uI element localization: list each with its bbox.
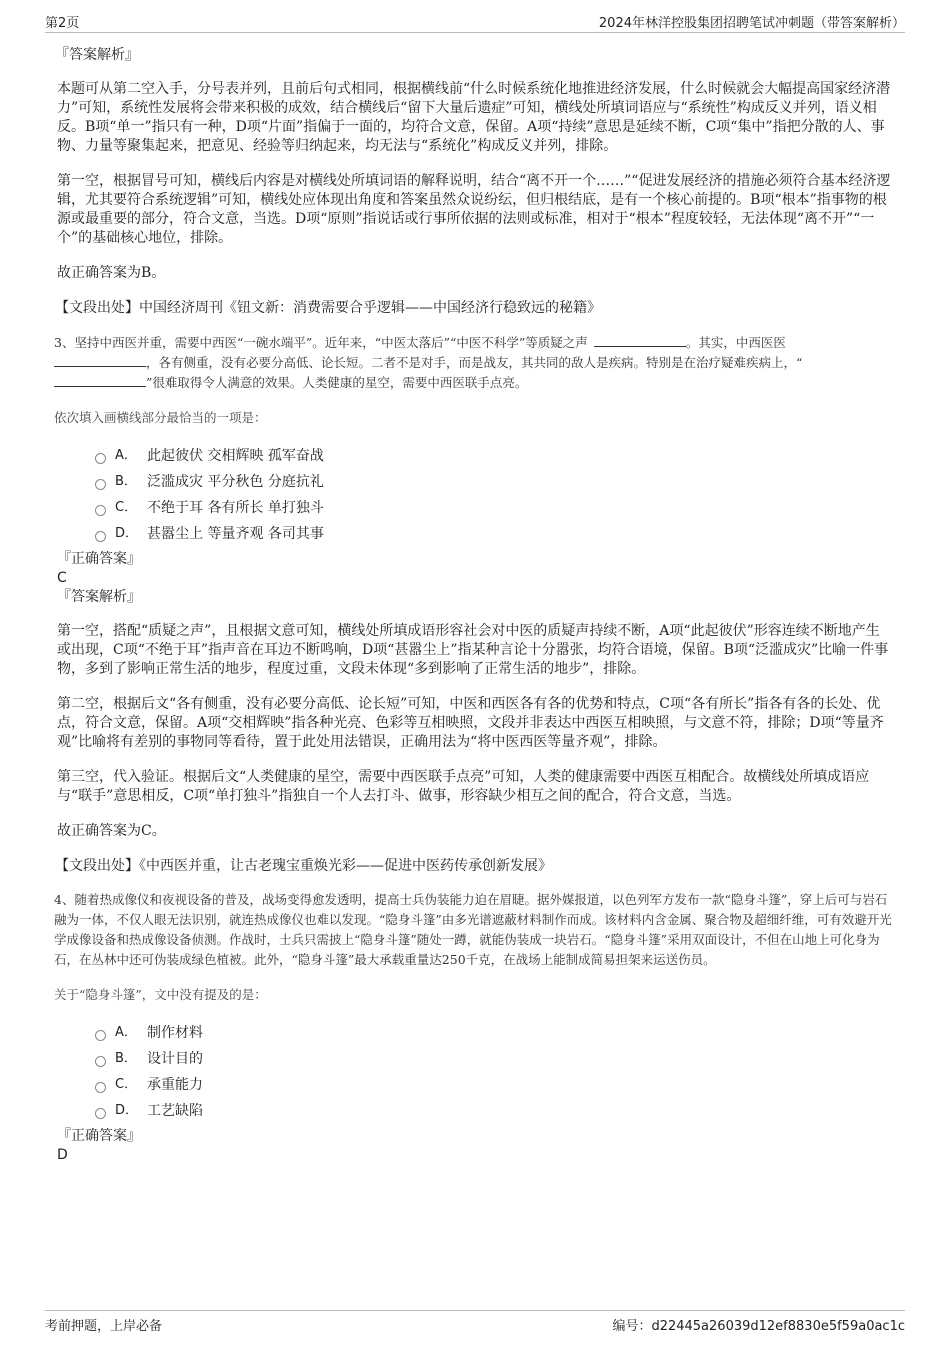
q4-answer-heading: 『正确答案』 bbox=[57, 1128, 141, 1144]
q3-blank-2 bbox=[54, 354, 146, 367]
q3-blank-3 bbox=[54, 374, 146, 387]
q2-final-answer: 故正确答案为B。 bbox=[57, 265, 166, 281]
q3-answer: C bbox=[57, 570, 67, 586]
q3-option-a[interactable]: A． 此起彼伏 交相辉映 孤军奋战 bbox=[95, 443, 893, 469]
radio-icon[interactable] bbox=[95, 479, 106, 490]
q3-option-d[interactable]: D． 甚嚣尘上 等量齐观 各司其事 bbox=[95, 521, 893, 547]
radio-icon[interactable] bbox=[95, 1056, 106, 1067]
page-number: 第2页 bbox=[45, 16, 80, 31]
q3-source: 【文段出处】《中西医并重，让古老瑰宝重焕光彩——促进中医药传承创新发展》 bbox=[55, 858, 552, 874]
q3-analysis-para-2: 第二空，根据后文“各有侧重，没有必要分高低、论长短”可知，中医和西医各有各的优势和特点，C项“各有所长”指各有各的长处、优点，符合文意，保留。A项“交相辉映”指各种光亮、色彩等互相映照，文段并非表达中西医互相映照，与文意不符，排除；D项“等量齐观”比喻将有差别的事物同等看待，置于此处用法错误，正确用法为“将中医西医等量齐观”，排除。 bbox=[57, 696, 884, 750]
q4-option-c[interactable]: C． 承重能力 bbox=[95, 1072, 893, 1098]
q4-option-b[interactable]: B． 设计目的 bbox=[95, 1046, 893, 1072]
q2-analysis-para-1: 本题可从第二空入手，分号表并列，且前后句式相同，根据横线前“什么时候系统化地推进经济发展，什么时候就会大幅提高国家经济潜力”可知，系统性发展将会带来积极的成效，结合横线后“留下大量后遗症”可知，横线处所填词语应与“系统性”构成反义并列，语义相反。B项“单一”指只有一种，D项“片面”指偏于一面的，均符合文意，保留。A项“持续”意思是延续不断，C项“集中”指把分散的人、事物、力量等聚集起来，把意见、经验等归纳起来，均无法与“系统化”构成反义并列，排除。 bbox=[57, 81, 891, 154]
q4-options bbox=[95, 1020, 893, 1124]
page-header bbox=[45, 12, 905, 33]
q3-prompt: 依次填入画横线部分最恰当的一项是： bbox=[54, 410, 267, 425]
q4-prompt: 关于“隐身斗篷”，文中没有提及的是： bbox=[54, 987, 267, 1002]
q2-analysis-heading: 『答案解析』 bbox=[55, 47, 139, 63]
q2-analysis-para-2: 第一空，根据冒号可知，横线后内容是对横线处所填词语的解释说明，结合“离不开一个……”“促进发展经济的措施必须符合基本经济逻辑，尤其要符合系统逻辑”可知，横线处应体现出角度和答案虽然众说纷纭，但归根结底，是有一个核心前提的。B项“根本”指事物的根源或最重要的部分，符合文意，当选。D项“原则”指说话或行事所依据的法则或标准，相对于“根本”程度较轻，无法体现“离不开”“一个”的基础核心地位，排除。 bbox=[57, 173, 891, 246]
q3-blank-1 bbox=[594, 334, 686, 347]
document-title: 2024年林洋控股集团招聘笔试冲刺题（带答案解析） bbox=[598, 16, 905, 31]
radio-icon[interactable] bbox=[95, 1108, 106, 1119]
footer-code bbox=[612, 1315, 905, 1334]
q4-option-d[interactable]: D． 工艺缺陷 bbox=[95, 1098, 893, 1124]
q3-analysis-para-1: 第一空，搭配“质疑之声”，且根据文意可知，横线处所填成语形容社会对中医的质疑声持续不断，A项“此起彼伏”形容连续不断地产生或出现，C项“不绝于耳”指声音在耳边不断鸣响，D项“甚嚣尘上”指某种言论十分嚣张，均符合语境，保留。B项“泛滥成灾”比喻一件事物，多到了影响正常生活的地步，程度过重，文段未体现“多到影响了正常生活的地步”，排除。 bbox=[57, 623, 889, 677]
q4-stem: 4、随着热成像仪和夜视设备的普及，战场变得愈发透明，提高士兵伪装能力迫在眉睫。据外媒报道，以色列军方发布一款“隐身斗篷”，穿上后可与岩石融为一体，不仅人眼无法识别，就连热成像仪也难以发现。“隐身斗篷”由多光谱遮蔽材料制作而成。该材料内含金属、聚合物及超细纤维，可有效避开光学成像设备和热成像设备侦测。作战时，士兵只需披上“隐身斗篷”随处一蹲，就能伪装成一块岩石。“隐身斗篷”采用双面设计，不但在山地上可化身为石，在丛林中还可伪装成绿色植被。此外，“隐身斗篷”最大承载重量达250千克，在战场上能制成简易担架来运送伤员。 bbox=[54, 892, 892, 967]
q4-answer: D bbox=[57, 1147, 68, 1163]
q3-analysis-para-3: 第三空，代入验证。根据后文“人类健康的星空，需要中西医联手点亮”可知，人类的健康需要中西医互相配合。故横线处所填成语应与“联手”意思相反，C项“单打独斗”指独自一个人去打斗、做事，形容缺少相互之间的配合，符合文意，当选。 bbox=[57, 769, 870, 804]
radio-icon[interactable] bbox=[95, 505, 106, 516]
q2-source: 【文段出处】中国经济周刊《钮文新：消费需要合乎逻辑——中国经济行稳致远的秘籍》 bbox=[55, 300, 601, 316]
radio-icon[interactable] bbox=[95, 453, 106, 464]
q4-option-a[interactable]: A． 制作材料 bbox=[95, 1020, 893, 1046]
q3-options bbox=[95, 443, 893, 547]
q3-answer-heading: 『正确答案』 bbox=[57, 551, 141, 567]
document-body bbox=[54, 45, 893, 1164]
footer-code-label: 编号： bbox=[612, 1319, 652, 1334]
q3-stem: 3、坚持中西医并重，需要中西医“一碗水端平”。近年来，“中医太落后”“中医不科学”等质疑之声 。其实，中西医医 ，各有侧重，没有必要分高低、论长短。二者不是对手，而是战友，其共同的敌人是疾病。特别是在治疗疑难疾病上，“ ”很难取得令人满意的效果。人类健康的星空，需要中西医联手点亮。 bbox=[54, 335, 803, 390]
radio-icon[interactable] bbox=[95, 531, 106, 542]
page-footer bbox=[45, 1310, 905, 1335]
radio-icon[interactable] bbox=[95, 1082, 106, 1093]
q3-analysis-heading: 『答案解析』 bbox=[57, 589, 141, 605]
radio-icon[interactable] bbox=[95, 1030, 106, 1041]
footer-code-value: d22445a26039d12ef8830e5f59a0ac1c bbox=[651, 1319, 905, 1334]
footer-slogan: 考前押题，上岸必备 bbox=[45, 1319, 163, 1334]
q3-final-answer: 故正确答案为C。 bbox=[57, 823, 166, 839]
q3-option-c[interactable]: C． 不绝于耳 各有所长 单打独斗 bbox=[95, 495, 893, 521]
q3-option-b[interactable]: B． 泛滥成灾 平分秋色 分庭抗礼 bbox=[95, 469, 893, 495]
